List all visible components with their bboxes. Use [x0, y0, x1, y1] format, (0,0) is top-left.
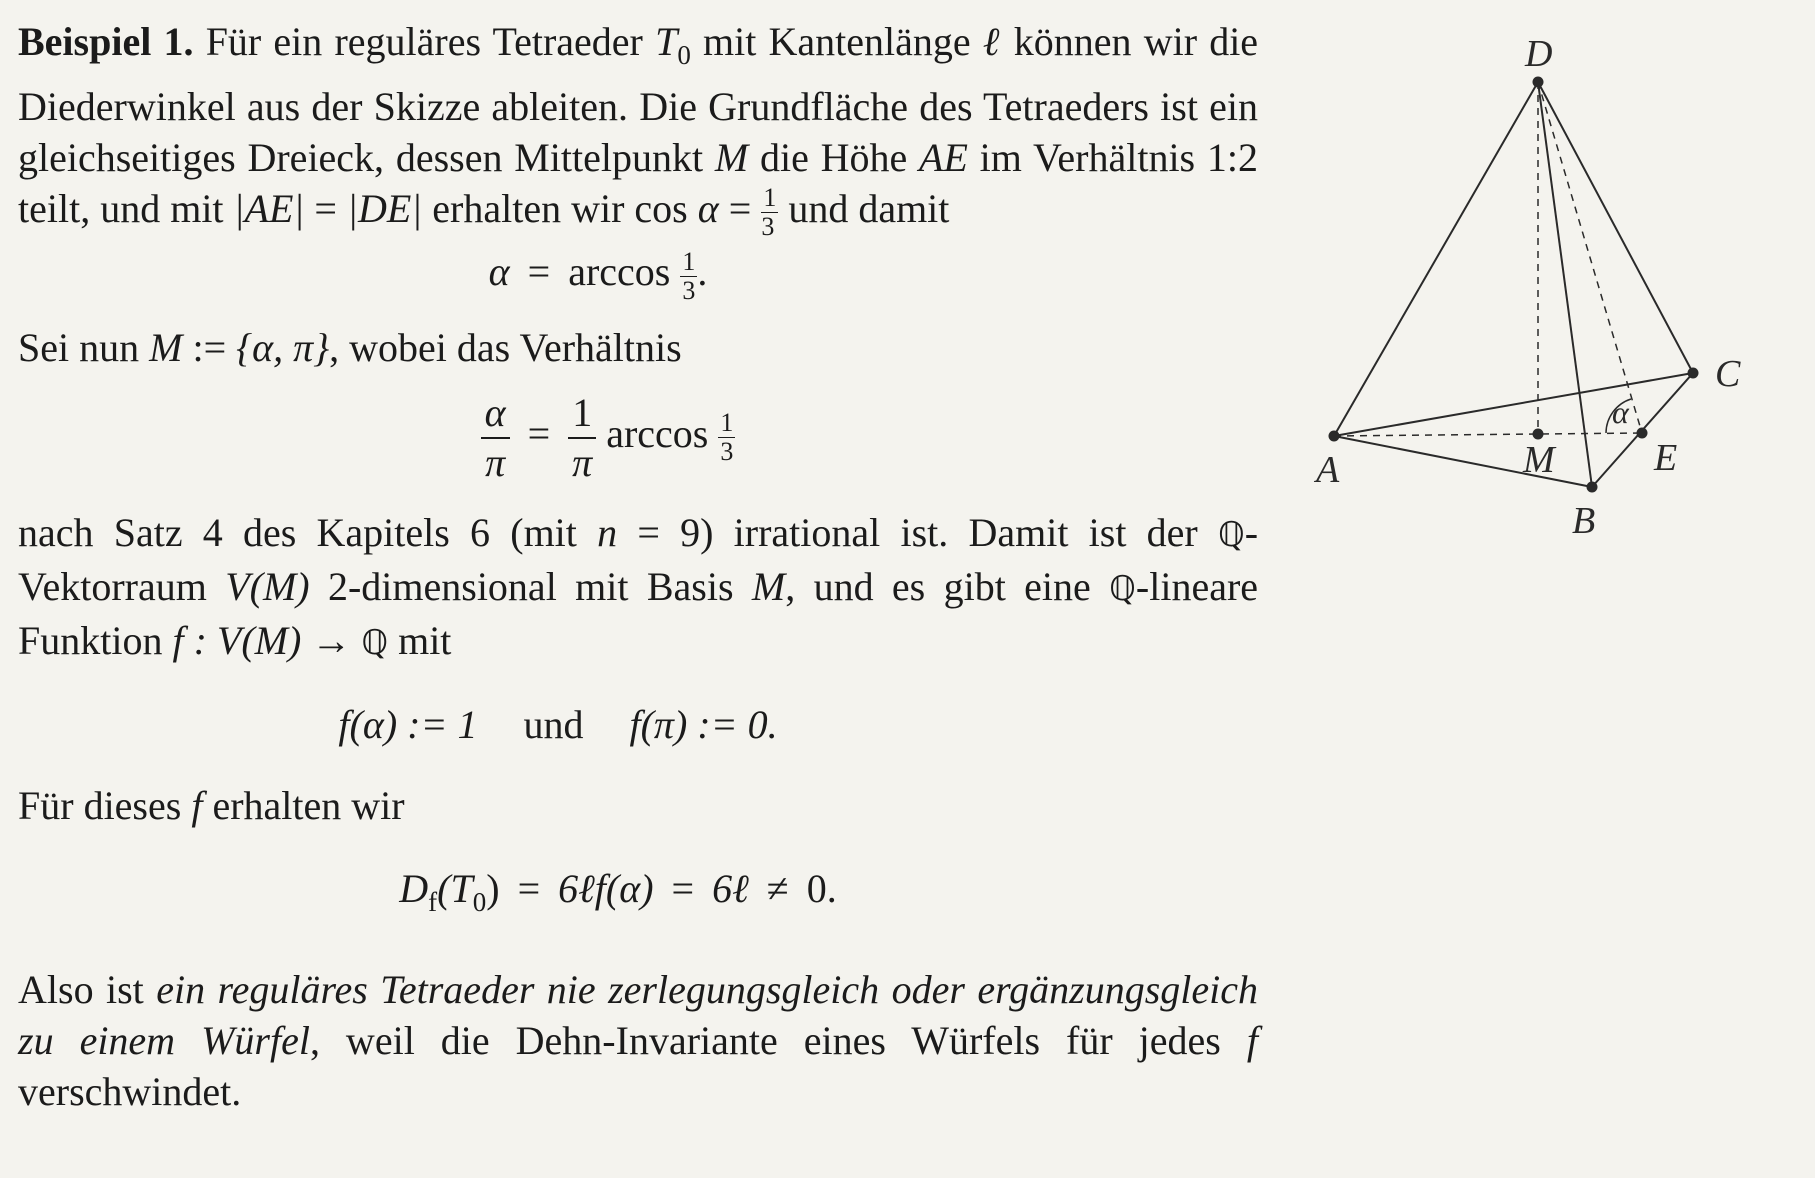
edge-DC [1538, 82, 1693, 373]
label-alpha: α [1612, 394, 1629, 430]
tetrahedron-diagram [1300, 30, 1815, 550]
segment-AE [1334, 433, 1642, 436]
equation-alpha: α = arccos $\frac{1}{3}$ . [488, 246, 708, 305]
label-A: A [1316, 449, 1340, 491]
example-heading: Beispiel 1. [18, 19, 194, 64]
point-B [1587, 482, 1598, 493]
label-C: C [1715, 353, 1741, 395]
segment-DE [1538, 82, 1642, 433]
point-M [1533, 429, 1544, 440]
point-D [1533, 77, 1544, 88]
edge-AD [1334, 82, 1538, 436]
paragraph-for-f: Für dieses f erhalten wir [18, 782, 405, 828]
point-E [1637, 428, 1648, 439]
edge-DB [1538, 82, 1592, 487]
label-B: B [1572, 500, 1596, 542]
paragraph-vectorspace: nach Satz 4 des Kapitels 6 (mit n = 9) irrational ist. Damit ist der ℚ-Vektorraum V(M) 2-dimensional mit Basis M, und es gibt eine ℚ-lineare Funktion f : V(M) → ℚ mit [18, 509, 1259, 663]
example-text [18, 16, 1258, 1117]
equation-dehn-invariant: $D_f(T_0)$ = 6ℓf(α) = 6ℓ ≠ 0. [399, 865, 837, 917]
label-M: M [1523, 439, 1555, 481]
paragraph-conclusion: Also ist ein reguläres Tetraeder nie zerlegungsgleich oder ergänzungsgleich zu einem Würfel, weil die Dehn-Invariante eines Würfels für jedes f verschwindet. [18, 966, 1259, 1114]
label-D: D [1525, 33, 1553, 75]
tetrahedron-figure [1300, 30, 1815, 550]
point-C [1688, 368, 1699, 379]
paragraph-intro: Beispiel 1. Für ein reguläres Tetraeder $T_0$ mit Kantenlänge ℓ können wir die Diederwinkel aus der Skizze ableiten. Die Grundfläche des Tetraeders ist ein gleichseitiges Dreieck, dessen Mittelpunkt M die Höhe AE im Verhältnis 1:2 teilt, und mit |AE| = |DE| erhalten wir cos α = $\frac{1}{3}$ und damit [18, 19, 1259, 242]
edge-AC [1334, 373, 1693, 436]
label-E: E [1654, 437, 1678, 479]
equation-ratio: $\frac{\alpha}{\pi}$ = $\frac{1}{\pi}$ arccos $\frac{1}{3}$ [18, 393, 1258, 483]
point-A [1329, 431, 1340, 442]
fraction-one-third: $\frac{1}{3}$ [761, 183, 777, 242]
equation-f-definition: f(α) := 1 und f(π) := 0. [338, 701, 778, 747]
paragraph-set: Sei nun M := {α, π}, wobei das Verhältnis [18, 324, 682, 370]
